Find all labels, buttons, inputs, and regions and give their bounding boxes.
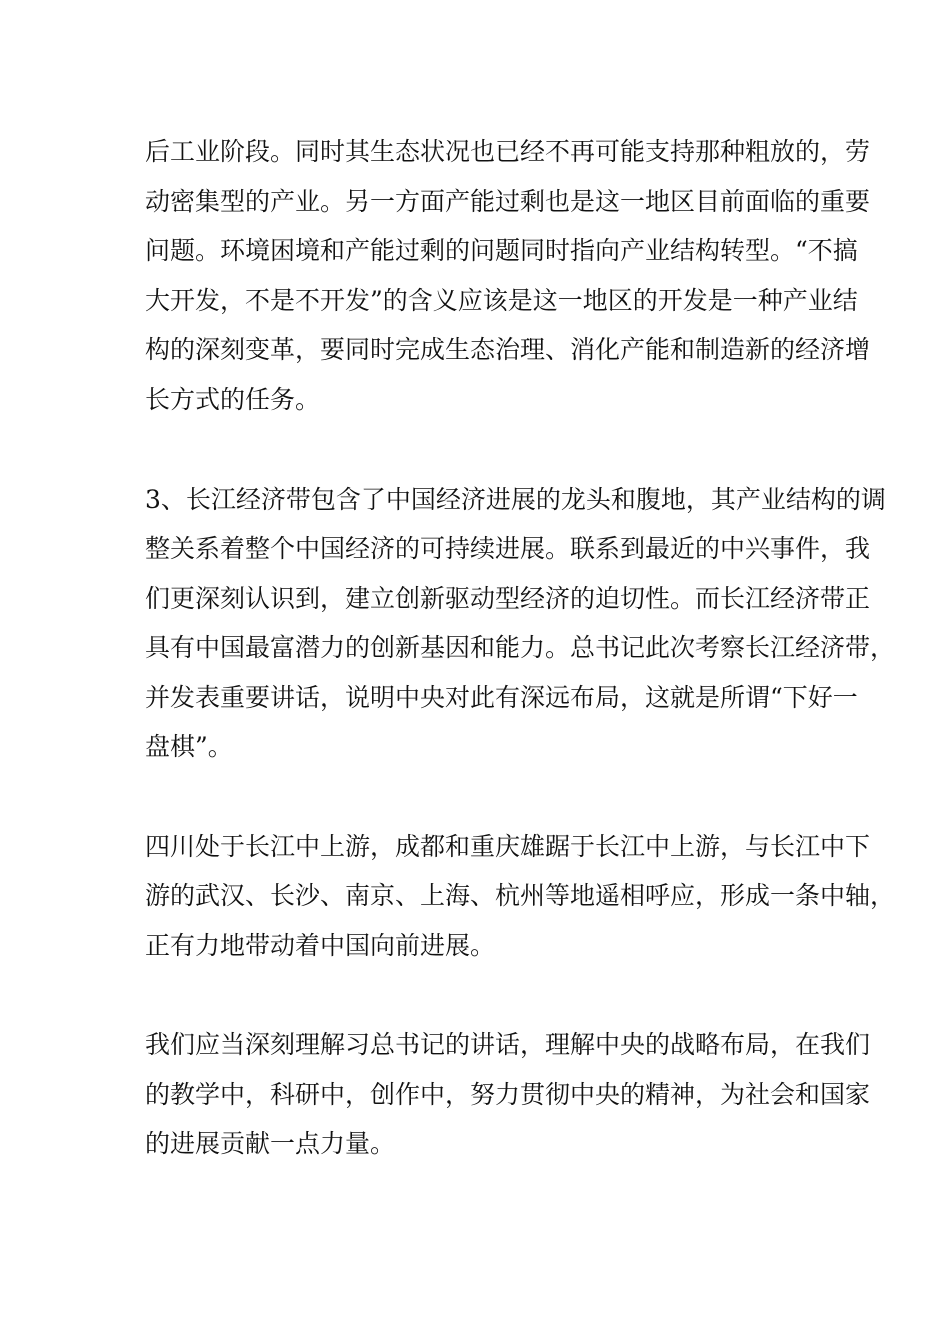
text-line: 具有中国最富潜力的创新基因和能力。总书记此次考察长江经济带， [145, 633, 896, 662]
text-line: 问题。环境困境和产能过剩的问题同时指向产业结构转型。“不搞 [145, 236, 858, 265]
text-line: 正有力地带动着中国向前进展。 [145, 931, 496, 960]
text-line: 大开发，不是不开发”的含义应该是这一地区的开发是一种产业结 [145, 286, 858, 315]
text-line: 四川处于长江中上游，成都和重庆雄踞于长江中上游，与长江中下 [145, 832, 871, 861]
text-line: 长方式的任务。 [145, 385, 321, 414]
text-line: 盘棋”。 [145, 732, 233, 761]
text-line: 构的深刻变革，要同时完成生态治理、消化产能和制造新的经济增 [145, 335, 871, 364]
text-line: 游的武汉、长沙、南京、上海、杭州等地遥相呼应，形成一条中轴， [145, 881, 896, 910]
text-line: 整关系着整个中国经济的可持续进展。联系到最近的中兴事件，我 [145, 534, 871, 563]
text-line: 动密集型的产业。另一方面产能过剩也是这一地区目前面临的重要 [145, 187, 871, 216]
text-line: 3、长江经济带包含了中国经济进展的龙头和腹地，其产业结构的调 [145, 485, 886, 514]
text-line: 的教学中，科研中，创作中，努力贯彻中央的精神，为社会和国家 [145, 1080, 871, 1109]
text-line: 并发表重要讲话，说明中央对此有深远布局，这就是所谓“下好一 [145, 683, 858, 712]
text-line: 们更深刻认识到，建立创新驱动型经济的迫切性。而长江经济带正 [145, 584, 871, 613]
text-line: 我们应当深刻理解习总书记的讲话，理解中央的战略布局，在我们 [145, 1030, 871, 1059]
text-line: 后工业阶段。同时其生态状况也已经不再可能支持那种粗放的，劳 [145, 137, 871, 166]
text-line: 的进展贡献一点力量。 [145, 1129, 396, 1158]
